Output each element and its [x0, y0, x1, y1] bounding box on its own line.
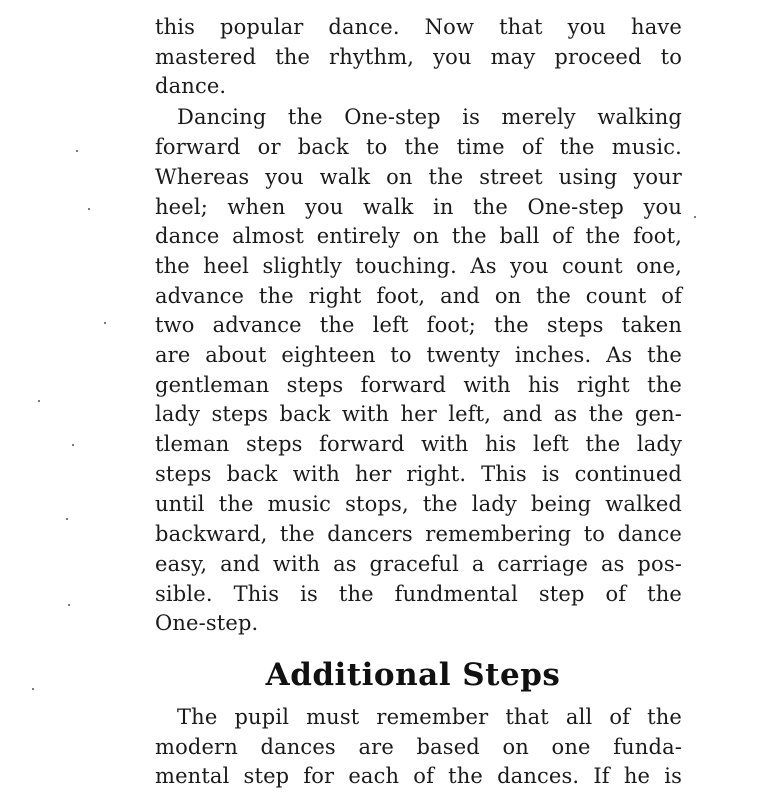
text-line: easy, and with as graceful a carriage as pos-	[155, 552, 682, 576]
print-speck	[694, 216, 696, 218]
print-speck	[66, 518, 68, 520]
text-line: tleman steps forward with his left the lady	[155, 432, 682, 456]
text-line: sible. This is the fundmental step of the	[155, 582, 682, 606]
text-line: steps back with her right. This is continued	[155, 462, 682, 486]
print-speck	[38, 400, 40, 402]
text-line: dance almost entirely on the ball of the foot,	[155, 224, 682, 248]
text-line: this popular dance. Now that you have	[155, 15, 682, 39]
text-line: One-step.	[155, 611, 259, 635]
text-line: The pupil must remember that all of the	[177, 705, 682, 729]
print-speck	[72, 444, 74, 446]
text-line: mental step for each of the dances. If he is	[155, 764, 682, 788]
text-line: the heel slightly touching. As you count one,	[155, 254, 682, 278]
print-speck	[88, 208, 90, 210]
text-line: advance the right foot, and on the count of	[155, 284, 682, 308]
print-speck	[104, 322, 106, 324]
text-line: gentleman steps forward with his right the	[155, 373, 682, 397]
text-line: two advance the left foot; the steps taken	[155, 313, 682, 337]
text-line: dance.	[155, 74, 227, 98]
text-line: heel; when you walk in the One-step you	[155, 195, 682, 219]
print-speck	[68, 604, 70, 606]
text-line: until the music stops, the lady being walked	[155, 492, 682, 516]
text-line: mastered the rhythm, you may proceed to	[155, 45, 682, 69]
print-speck	[76, 150, 78, 152]
text-line: Dancing the One-step is merely walking	[177, 105, 682, 129]
print-speck	[32, 688, 34, 690]
text-line: backward, the dancers remembering to dance	[155, 522, 682, 546]
text-line: forward or back to the time of the music.	[155, 135, 682, 159]
text-line: modern dances are based on one funda-	[155, 735, 682, 759]
text-line: lady steps back with her left, and as the gen-	[155, 402, 682, 426]
section-heading: Additional Steps	[265, 657, 561, 693]
text-line: Whereas you walk on the street using your	[155, 165, 682, 189]
text-line: are about eighteen to twenty inches. As the	[155, 343, 682, 367]
